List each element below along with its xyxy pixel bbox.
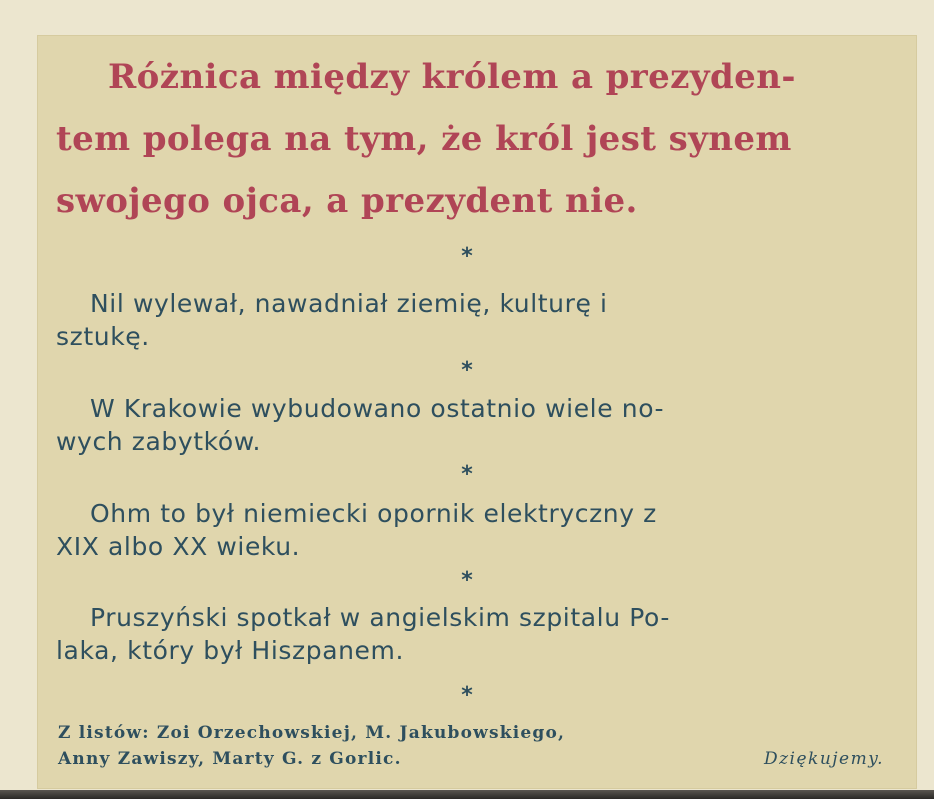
separator-asterisk: *: [461, 244, 473, 269]
quote-item-1-line-1: Nil wylewał, nawadniał ziemię, kulturę i: [90, 289, 608, 318]
headline-quote: [56, 46, 886, 232]
reader-credits: [58, 720, 884, 772]
credits-line-2: [58, 746, 884, 772]
bottom-edge-shadow: [0, 790, 934, 799]
quote-item-4-line-1: Pruszyński spotkał w angielskim szpitalu Po-: [90, 603, 670, 632]
separator-asterisk: *: [461, 462, 473, 487]
quote-item-2: [56, 392, 886, 458]
thanks-text: Dziękujemy.: [763, 749, 884, 769]
quote-item-3: [56, 497, 886, 563]
quote-item-3-line-2: XIX albo XX wieku.: [56, 532, 301, 561]
separator-asterisk: *: [461, 568, 473, 593]
separator-asterisk: *: [461, 683, 473, 708]
quote-item-3-line-1: Ohm to był niemiecki opornik elektryczny z: [90, 499, 657, 528]
separator-asterisk: *: [461, 358, 473, 383]
quote-item-4-line-2: laka, który był Hiszpanem.: [56, 636, 405, 665]
headline-line-2: tem polega na tym, że król jest synem: [56, 119, 792, 159]
quote-item-2-line-1: W Krakowie wybudowano ostatnio wiele no-: [90, 394, 665, 423]
quote-item-1-line-2: sztukę.: [56, 322, 150, 351]
headline-line-1: Różnica między królem a prezyden-: [108, 57, 796, 97]
credits-names: Anny Zawiszy, Marty G. z Gorlic.: [58, 749, 402, 769]
quote-item-2-line-2: wych zabytków.: [56, 427, 262, 456]
quote-item-1: [56, 287, 886, 353]
quote-item-4: [56, 601, 886, 667]
credits-line-1: Z listów: Zoi Orzechowskiej, M. Jakubowskiego,: [58, 723, 566, 743]
headline-line-3: swojego ojca, a prezydent nie.: [56, 181, 638, 221]
